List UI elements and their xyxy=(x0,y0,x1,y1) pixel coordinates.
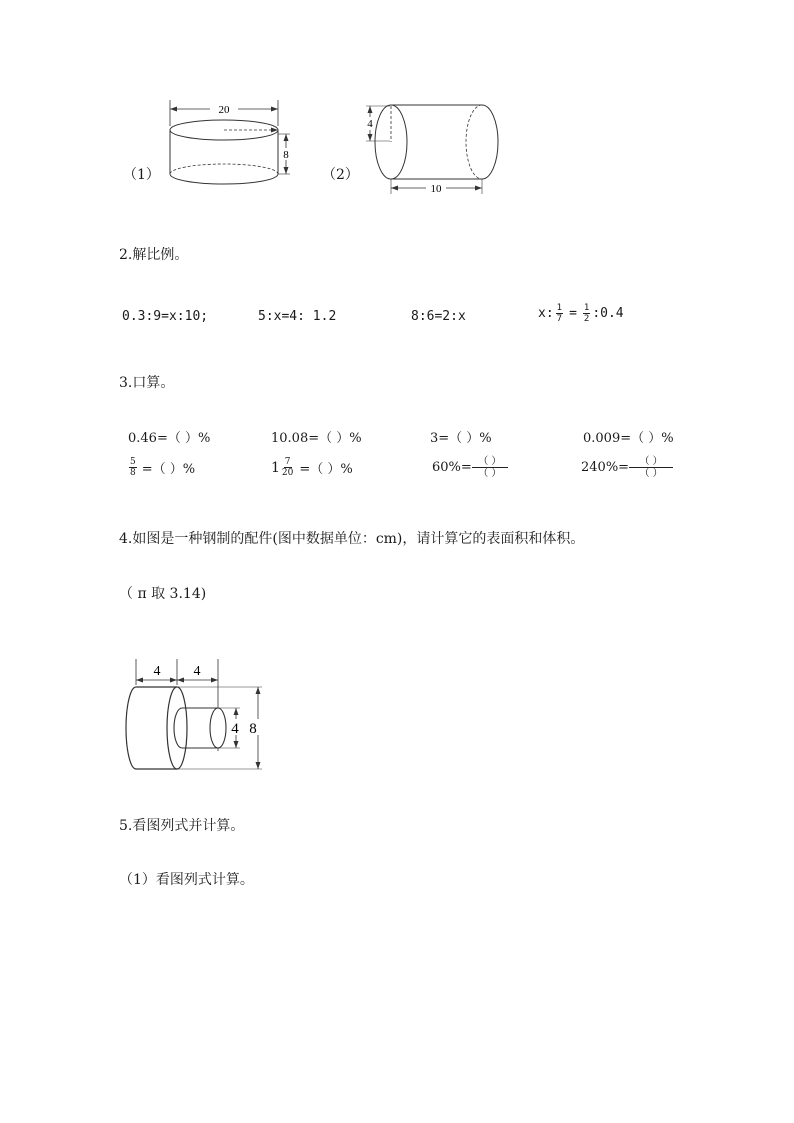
eq4-frac2-denominator: 2 xyxy=(583,314,590,324)
calc7-fraction xyxy=(472,456,508,479)
figure-1-label: （1） xyxy=(123,167,160,183)
figure-2-radius: 4 xyxy=(367,118,373,130)
calc5-denominator: 8 xyxy=(130,468,136,478)
mental-calc-4: 0.009=（ ）% xyxy=(583,431,674,446)
eq4-suffix: :0.4 xyxy=(592,306,624,321)
calc8-fraction xyxy=(629,456,673,479)
proportion-eq-3: 8:6=2:x xyxy=(411,309,466,324)
proportion-eq-2: 5:x=4: 1.2 xyxy=(258,309,337,324)
dim-inner-4: 4 xyxy=(231,721,239,737)
question-3-heading: 3.口算。 xyxy=(119,375,175,391)
calc6-whole: 1 xyxy=(271,459,280,476)
calc6-numerator: 7 xyxy=(284,457,291,467)
mental-calc-7 xyxy=(432,456,508,479)
question-2-heading: 2.解比例。 xyxy=(119,247,189,263)
figure-2-label: （2） xyxy=(322,167,359,183)
figure-1-diameter: 20 xyxy=(218,104,230,116)
eq4-frac2-numerator: 1 xyxy=(583,303,590,313)
eq4-fraction-2 xyxy=(583,303,590,324)
question-5-heading: 5.看图列式并计算。 xyxy=(119,818,245,834)
eq4-frac1-numerator: 1 xyxy=(556,303,563,313)
mental-calc-6 xyxy=(271,457,353,478)
question-4-note: （ π 取 3.14) xyxy=(119,586,207,602)
dim-outer-8: 8 xyxy=(249,721,257,737)
proportion-eq-1: 0.3:9=x:10; xyxy=(122,309,209,324)
mental-calc-1: 0.46=（ ）% xyxy=(128,431,211,446)
cylinder-figure-2 xyxy=(362,100,507,198)
figure-2-length: 10 xyxy=(430,183,442,195)
figure-1-height: 8 xyxy=(283,149,289,161)
eq4-fraction-1 xyxy=(556,303,563,324)
calc5-rest: =（ ）% xyxy=(141,462,196,477)
dim-left-4: 4 xyxy=(153,664,161,679)
calc5-fraction xyxy=(129,457,137,478)
eq4-prefix: x: xyxy=(538,306,554,321)
calc7-numerator: （ ） xyxy=(472,456,508,468)
calc8-numerator: （ ） xyxy=(629,456,673,468)
proportion-eq-4 xyxy=(538,303,624,324)
dim-right-4: 4 xyxy=(193,664,201,679)
question-5-sub-1: （1）看图列式计算。 xyxy=(119,872,254,888)
mental-calc-3: 3=（ ）% xyxy=(430,431,492,446)
calc6-rest: =（ ）% xyxy=(299,462,353,477)
calc8-prefix: 240%= xyxy=(581,460,630,475)
calc6-denominator: 20 xyxy=(281,468,294,478)
mental-calc-8 xyxy=(581,456,673,479)
calc5-numerator: 5 xyxy=(130,457,136,467)
question-4-heading: 4.如图是一种钢制的配件(图中数据单位：cm)，请计算它的表面积和体积。 xyxy=(119,531,585,547)
mental-calc-5 xyxy=(128,457,195,478)
eq4-frac1-denominator: 7 xyxy=(556,314,563,324)
calc8-denominator: （ ） xyxy=(639,468,663,479)
steel-part-figure xyxy=(120,655,270,775)
calc7-denominator: （ ） xyxy=(478,468,502,479)
eq4-equals: = xyxy=(569,306,577,321)
calc7-prefix: 60%= xyxy=(432,460,472,475)
mental-calc-2: 10.08=（ ）% xyxy=(271,431,362,446)
cylinder-figure-1 xyxy=(160,96,300,196)
calc6-fraction xyxy=(281,457,294,478)
